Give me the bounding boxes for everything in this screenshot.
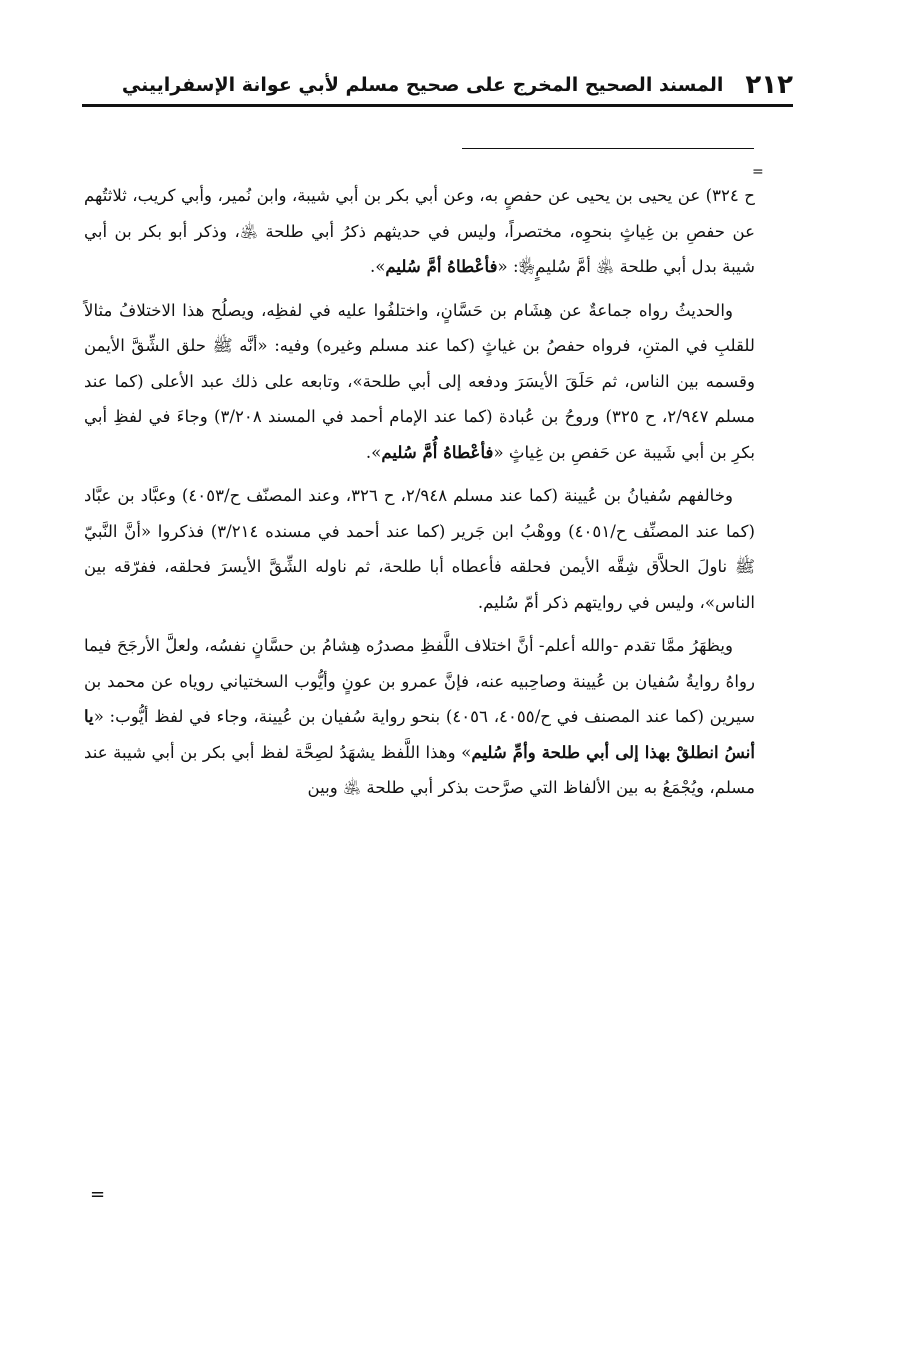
footnote-separator <box>462 148 754 149</box>
bold-quote: يا أنسُ انطلقْ بهذا إلى أبي طلحة وأمِّ سُليم <box>84 706 755 762</box>
header-rule <box>82 104 793 107</box>
text-run: والحديثُ رواه جماعةٌ عن هِشَام بن حَسَّانٍ، واختلفُوا عليه في لفظِه، ويصلُح هذا الاختلافُ مثالاً للقلبِ في المتنِ، فرواه حفصُ بن غياثٍ (كما عند مسلم وغيره) وفيه: «أنَّه ﷺ حلق الشِّقَّ الأيمن وقسمه بين الناس، ثم حَلَقَ الأيسَرَ ودفعه إلى أبي طلحة»، وتابعه على ذلك عبد الأعلى (كما عند مسلم ٢/٩٤٧، ح ٣٢٥) وروحُ بن عُبادة (كما عند الإمام أحمد في المسند ٣/٢٠٨) وجاءَ في لفظِ أبي بكرِ بن أبي شَيبة عن حَفصِ بن غِياثٍ « <box>84 300 755 462</box>
continuation-mark-top: = <box>752 164 764 180</box>
text-run: وخالفهم سُفيانُ بن عُيينة (كما عند مسلم ٢/٩٤٨، ح ٣٢٦، وعند المصنّف ح/٤٠٥٣) وعبَّاد بن عبَّاد (كما عند المصنِّف ح/٤٠٥١) ووهْبُ ابن جَرير (كما عند أحمد في مسنده ٣/٢١٤) فذكروا «أنَّ النَّبيّ ﷺ ناولَ الحلاَّق شِقَّه الأيمن فحلقه فأعطاه أبا طلحة، ثم ناوله الشِّقَّ الأيسرَ فحلقه، ففرّقه بين الناس»، وليس في روايتهم ذكر أمّ سُليم. <box>84 486 755 612</box>
footnote-body <box>84 178 755 806</box>
page-number: ٢١٢ <box>745 70 793 100</box>
paragraph-2 <box>84 293 755 471</box>
text-run: ». <box>365 442 382 462</box>
running-header <box>82 68 793 102</box>
paragraph-1 <box>84 178 755 285</box>
text-run: ويظهَرُ ممَّا تقدم -والله أعلم- أنَّ اختلاف اللَّفظِ مصدرُه هِشامُ بن حسَّانٍ نفسُه، ولعلَّ الأرجَحَ فيما رواهُ روايةُ سُفيان بن عُيينة وصاحِبيه عنه، فإنَّ عمرو بن عونٍ وأيُّوب السختياني روياه عن محمد بن سيرين (كما عند المصنف في ح/٤٠٥٥، ٤٠٥٦) بنحو رواية سُفيان بن عُيينة، وجاء في لفظ أيُّوب: « <box>84 636 755 726</box>
book-title: المسند الصحيح المخرج على صحيح مسلم لأبي عوانة الإسفراييني <box>121 74 724 96</box>
paragraph-4 <box>84 628 755 806</box>
bold-quote: فأعْطاهُ أُمَّ سُليم <box>381 441 494 462</box>
text-run: ح ٣٢٤) عن يحيى بن يحيى عن حفصٍ به، وعن أبي بكر بن أبي شيبة، وابن نُمير، وأبي كريب، ثلاثتُهم عن حفصِ بن غِياثٍ بنحوِه، مختصراً، وليس في حديثهم ذكرُ أبي طلحة ﵁، وذكر أبو بكر بن أبي شيبة بدل أبي طلحة ﵁ أمَّ سُليمٍ﵂: « <box>84 186 755 276</box>
text-run: ». <box>369 257 386 276</box>
paragraph-3 <box>84 478 755 620</box>
bold-quote: فأعْطاهُ أمَّ سُليم <box>385 256 498 276</box>
continuation-mark-bottom: = <box>90 1184 106 1205</box>
text-run: » وهذا اللَّفظ يشهَدُ لصِحَّة لفظ أبي بكر بن أبي شيبة عند مسلم، ويُجْمَعُ به بين الألفاظ التي صرَّحت بذكر أبي طلحة ﵁ وبين <box>84 742 755 797</box>
